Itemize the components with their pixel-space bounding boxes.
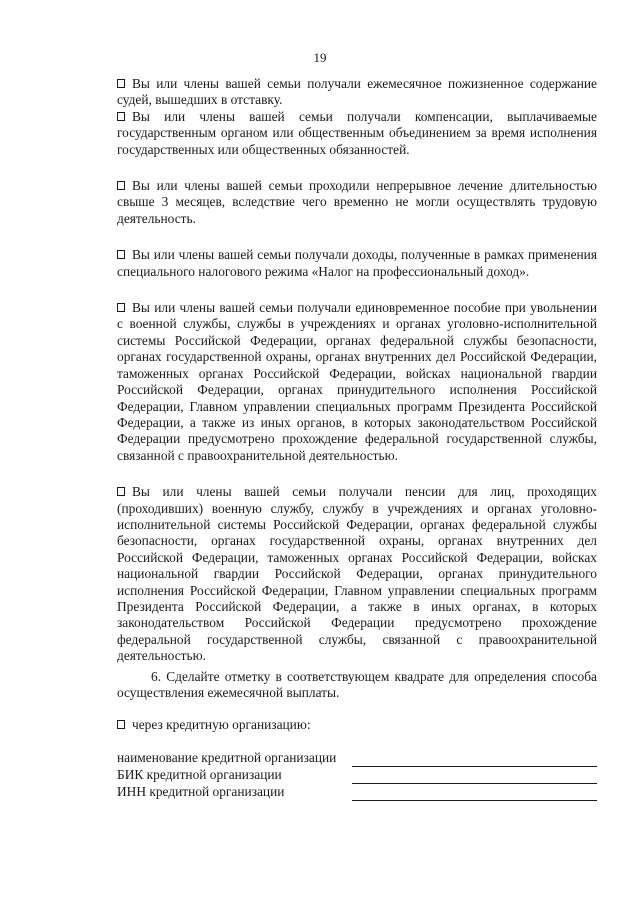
option-item [117, 109, 597, 158]
option-item [117, 300, 597, 464]
option-text: Вы или члены вашей семьи получали единовременное пособие при увольнении с военной службы, службы в учреждениях и органах уголовно-исполнительной системы Российской Федерации, органах федеральной службы безопасности, органах государственной охраны, органах внутренних дел Российской Федерации, таможенных органах Российской Федерации, войсках национальной гвардии Российской Федерации, органах принудительного исполнения Российской Федерации, Главном управлении специальных программ Президента Российской Федерации, а также из иных органов, в которых законодательством Российской Федерации предусмотрено прохождение федеральной государственной службы, связанной с правоохранительной деятельностью. [117, 300, 597, 463]
option-item [117, 484, 597, 664]
option-text: Вы или члены вашей семьи получали доходы, полученные в рамках применения специального налогового режима «Налог на профессиональный доход». [117, 247, 597, 279]
field-label: БИК кредитной организации [117, 767, 282, 783]
checkbox[interactable] [117, 250, 125, 259]
checkbox[interactable] [117, 79, 125, 88]
option-text: Вы или члены вашей семьи проходили непрерывное лечение длительностью свыше 3 месяцев, вследствие чего временно не могли осуществлять трудовую деятельность. [117, 178, 597, 226]
page-number: 19 [313, 50, 327, 65]
form-content [117, 76, 597, 801]
option-item [117, 76, 597, 109]
option-text: Вы или члены вашей семьи получали компенсации, выплачиваемые государственным органом или общественным объединением за время исполнения государственных или общественных обязанностей. [117, 108, 597, 157]
payment-option-text: через кредитную организацию: [132, 717, 311, 733]
inn-field[interactable] [352, 787, 598, 801]
option-text: Вы или члены вашей семьи получали ежемесячное пожизненное содержание судей, вышедших в отставку. [117, 76, 597, 108]
option-text: Вы или члены вашей семьи получали пенсии для лиц, проходящих (проходивших) военную службу, службу в учреждениях и органах уголовно-исполнительной системы Российской Федерации, органах федеральной службы безопасности, органах государственной охраны, органах внутренних дел Российской Федерации, таможенных органах Российской Федерации, войсках национальной гвардии Российской Федерации, органах принудительного исполнения Российской Федерации, Главном управлении специальных программ Президента Российской Федерации, а также в иных органах, в которых законодательством Российской Федерации предусмотрено прохождение федеральной государственной службы, связанной с правоохранительной деятельностью. [117, 484, 597, 664]
field-row-bik [117, 767, 597, 784]
field-label: наименование кредитной организации [117, 750, 337, 766]
option-item [117, 247, 597, 280]
checkbox[interactable] [117, 181, 125, 190]
checkbox[interactable] [117, 112, 125, 121]
checkbox[interactable] [117, 720, 125, 729]
field-row-inn [117, 784, 597, 801]
field-label: ИНН кредитной организации [117, 784, 285, 800]
field-row-bank-name [117, 750, 597, 767]
payment-option-item [117, 717, 597, 733]
checkbox[interactable] [117, 303, 125, 312]
bik-field[interactable] [352, 770, 598, 784]
checkbox[interactable] [117, 487, 125, 496]
option-item [117, 178, 597, 227]
bank-name-field[interactable] [352, 753, 598, 767]
section-6-instruction: 6. Сделайте отметку в соответствующем квадрате для определения способа осуществления ежемесячной выплаты. [117, 668, 597, 700]
